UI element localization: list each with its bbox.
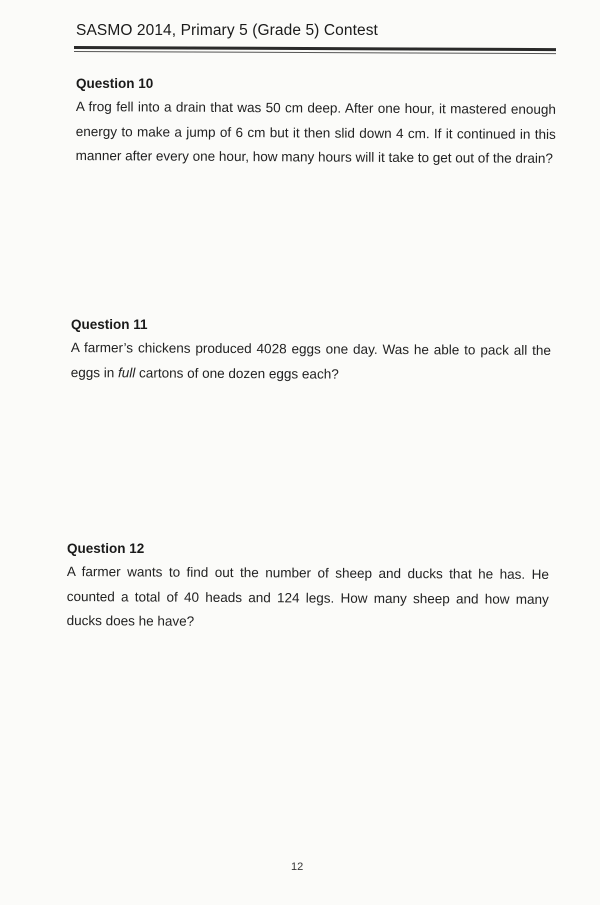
question-12 (67, 541, 549, 634)
question-heading: Question 10 (76, 76, 154, 91)
question-text (71, 336, 551, 388)
question-11 (71, 317, 551, 385)
question-text-emphasis: full (118, 364, 136, 380)
question-text: A farmer wants to find out the number of sheep and ducks that he has. He counted a total of 40 heads and 124 legs. How many sheep and how many ducks does he have? (66, 563, 549, 629)
document-header-title: SASMO 2014, Primary 5 (Grade 5) Contest (76, 22, 378, 39)
question-text: A frog fell into a drain that was 50 cm deep. After one hour, it mastered enough energy to make a jump of 6 cm but it then slid down 4 cm. If it continued in this manner after every one hour, how many hours will it take to get out of the drain? (75, 98, 556, 166)
header-rule-thin (74, 51, 556, 54)
question-heading: Question 12 (67, 541, 145, 556)
question-heading: Question 11 (71, 317, 148, 332)
question-text-part: A farmer’s chickens produced 4028 eggs one day. Was he able to pack all the eggs in (70, 339, 551, 380)
question-10 (76, 76, 556, 169)
question-text-part: cartons of one dozen eggs each? (135, 364, 339, 382)
page-number: 12 (291, 861, 304, 873)
